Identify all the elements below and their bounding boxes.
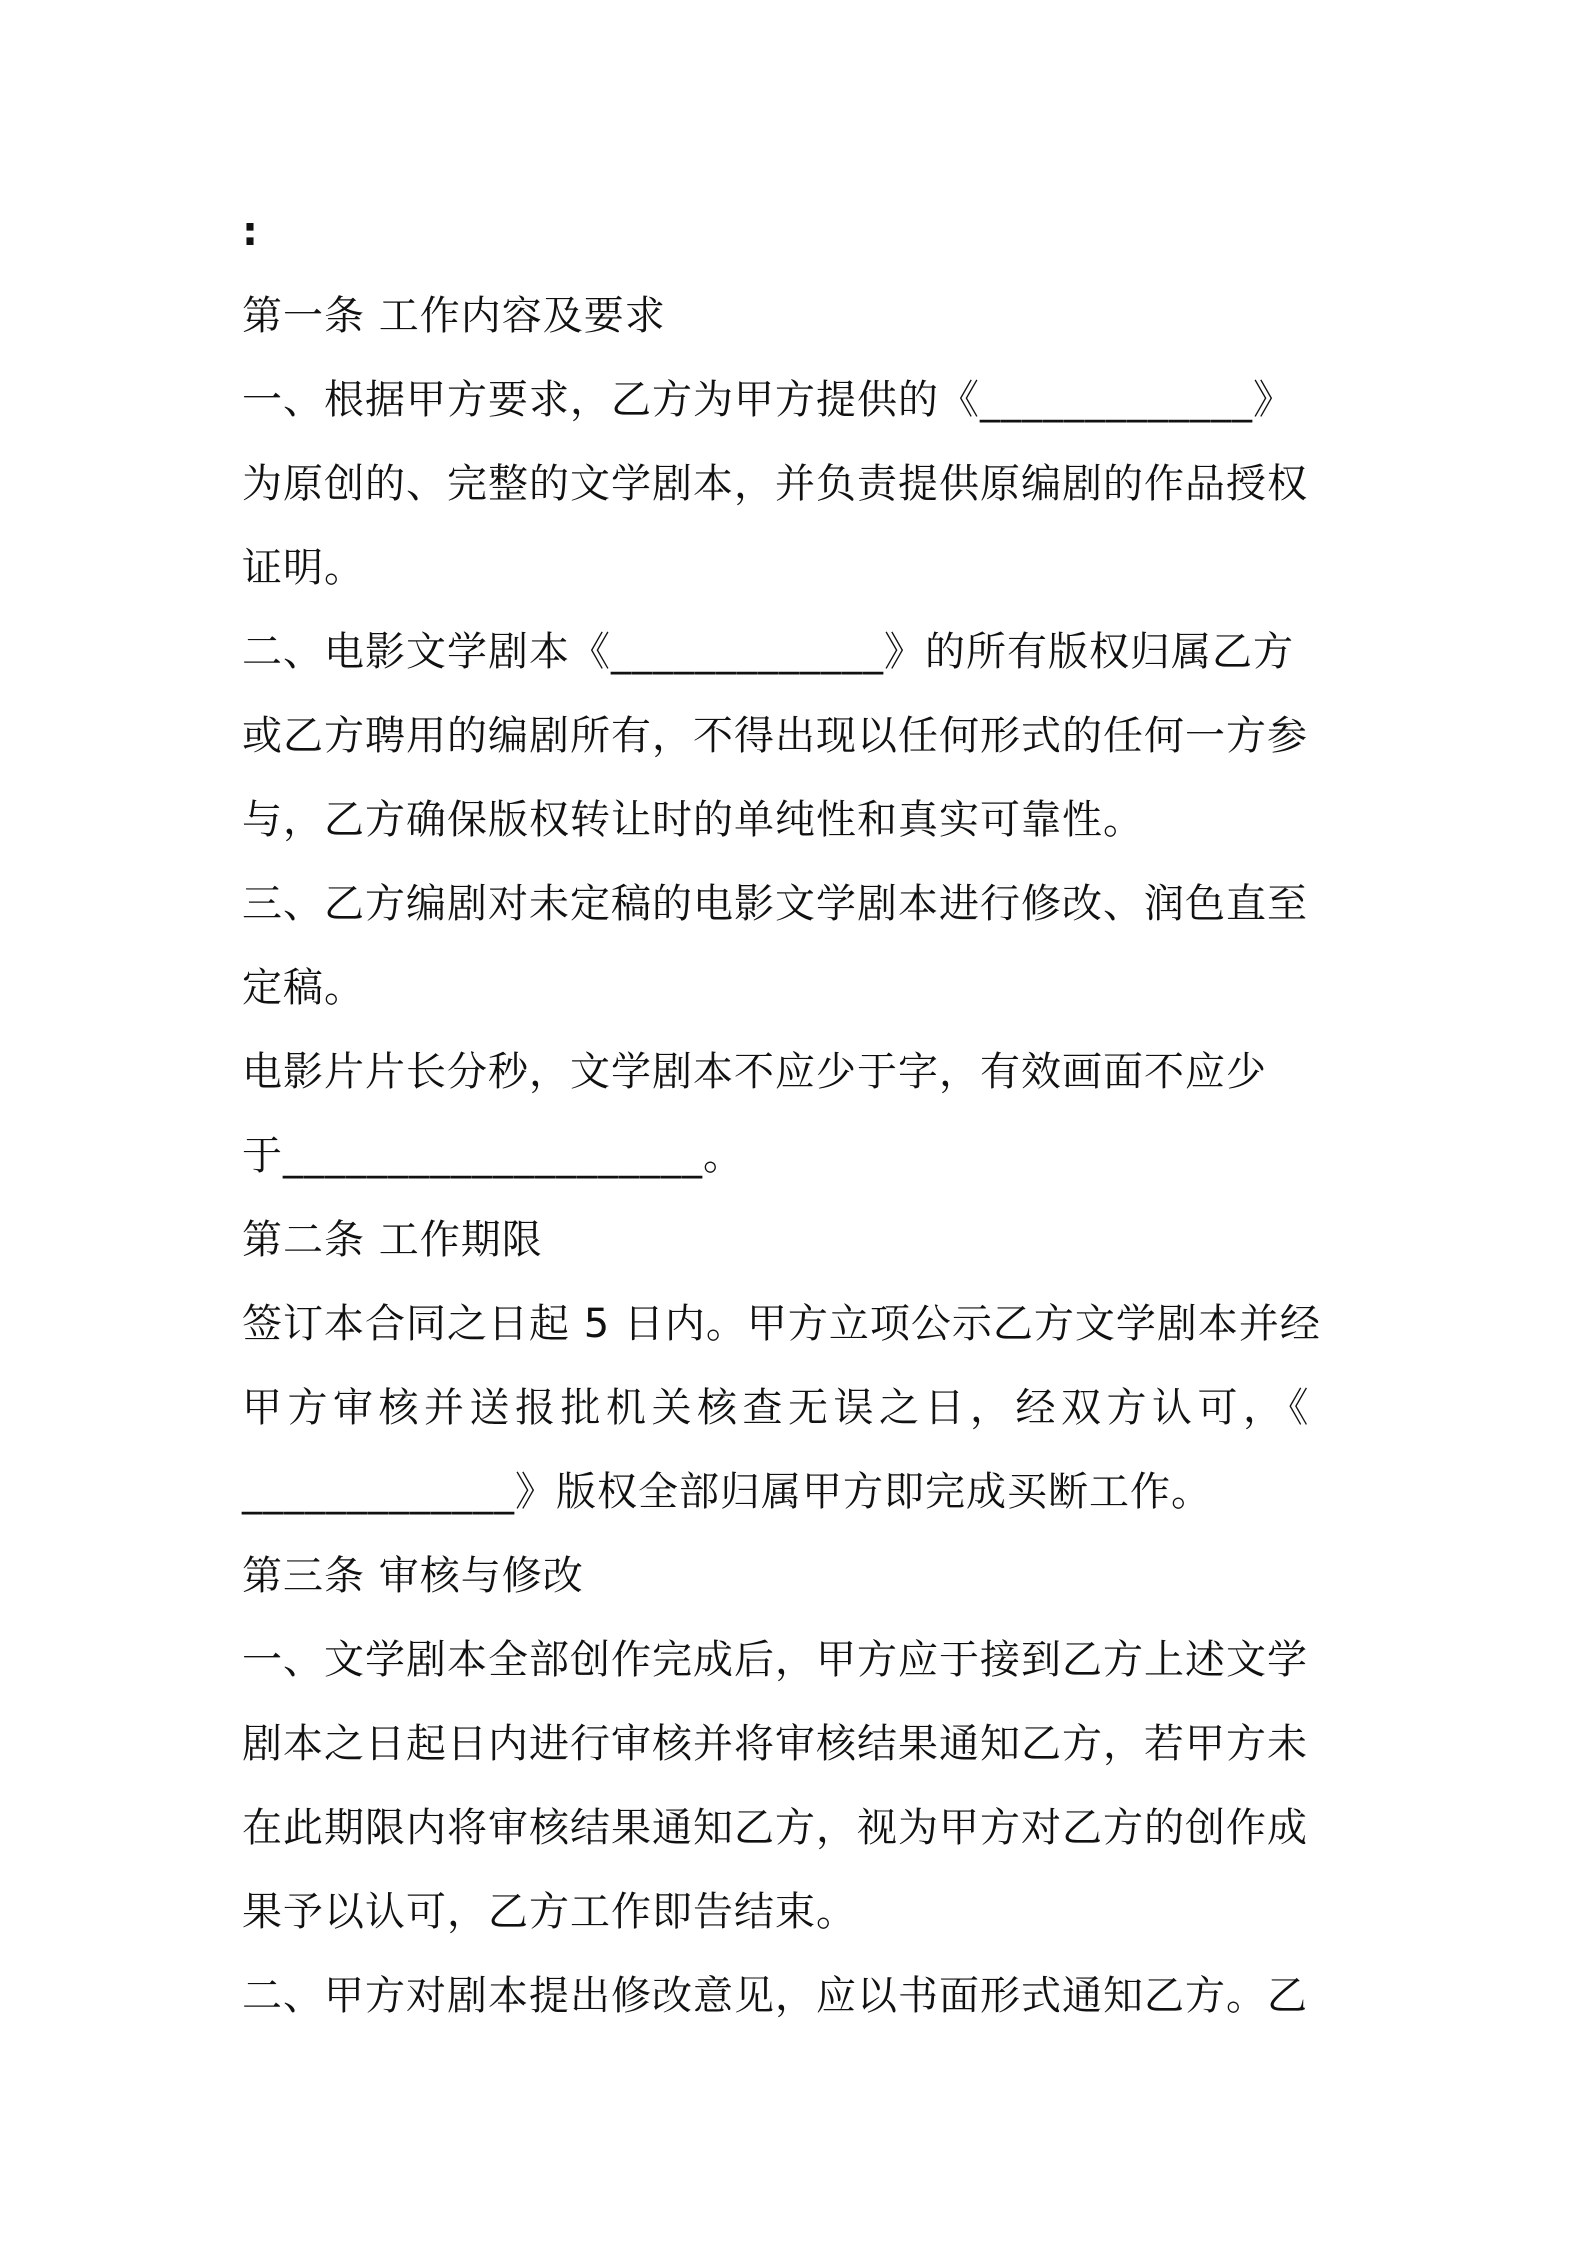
paragraph-line: 一、根据甲方要求，乙方为甲方提供的《_____________》 [242, 377, 1294, 423]
paragraph-line: 二、甲方对剧本提出修改意见，应以书面形式通知乙方。乙 [242, 1973, 1308, 2019]
paragraph-line: _____________》版权全部归属甲方即完成买断工作。 [242, 1469, 1212, 1515]
paragraph-line: 电影片片长分秒，文学剧本不应少于字，有效画面不应少 [242, 1049, 1267, 1095]
document-body [242, 190, 1362, 2038]
paragraph-line: 三、乙方编剧对未定稿的电影文学剧本进行修改、润色直至 [242, 881, 1308, 927]
article-2-heading: 第二条 工作期限 [242, 1217, 543, 1263]
article-3-heading: 第三条 审核与修改 [242, 1553, 584, 1599]
paragraph-line: 甲方审核并送报批机关核查无误之日，经双方认可，《 [242, 1385, 1314, 1431]
paragraph-line: 一、文学剧本全部创作完成后，甲方应于接到乙方上述文学 [242, 1637, 1308, 1683]
leading-colon: : [242, 209, 259, 255]
paragraph-line: 在此期限内将审核结果通知乙方，视为甲方对乙方的创作成 [242, 1805, 1308, 1851]
paragraph-line: 证明。 [242, 545, 365, 591]
paragraph-line: 为原创的、完整的文学剧本，并负责提供原编剧的作品授权 [242, 461, 1308, 507]
paragraph-line: 于____________________。 [242, 1133, 744, 1179]
article-1-heading: 第一条 工作内容及要求 [242, 293, 666, 339]
paragraph-line: 与，乙方确保版权转让时的单纯性和真实可靠性。 [242, 797, 1144, 843]
paragraph-line: 二、电影文学剧本《_____________》的所有版权归属乙方 [242, 629, 1294, 675]
paragraph-line: 签订本合同之日起 5 日内。甲方立项公示乙方文学剧本并经 [242, 1301, 1321, 1347]
paragraph-line: 或乙方聘用的编剧所有，不得出现以任何形式的任何一方参 [242, 713, 1308, 759]
paragraph-line: 剧本之日起日内进行审核并将审核结果通知乙方，若甲方未 [242, 1721, 1308, 1767]
paragraph-line: 果予以认可，乙方工作即告结束。 [242, 1889, 857, 1935]
paragraph-line: 定稿。 [242, 965, 365, 1011]
